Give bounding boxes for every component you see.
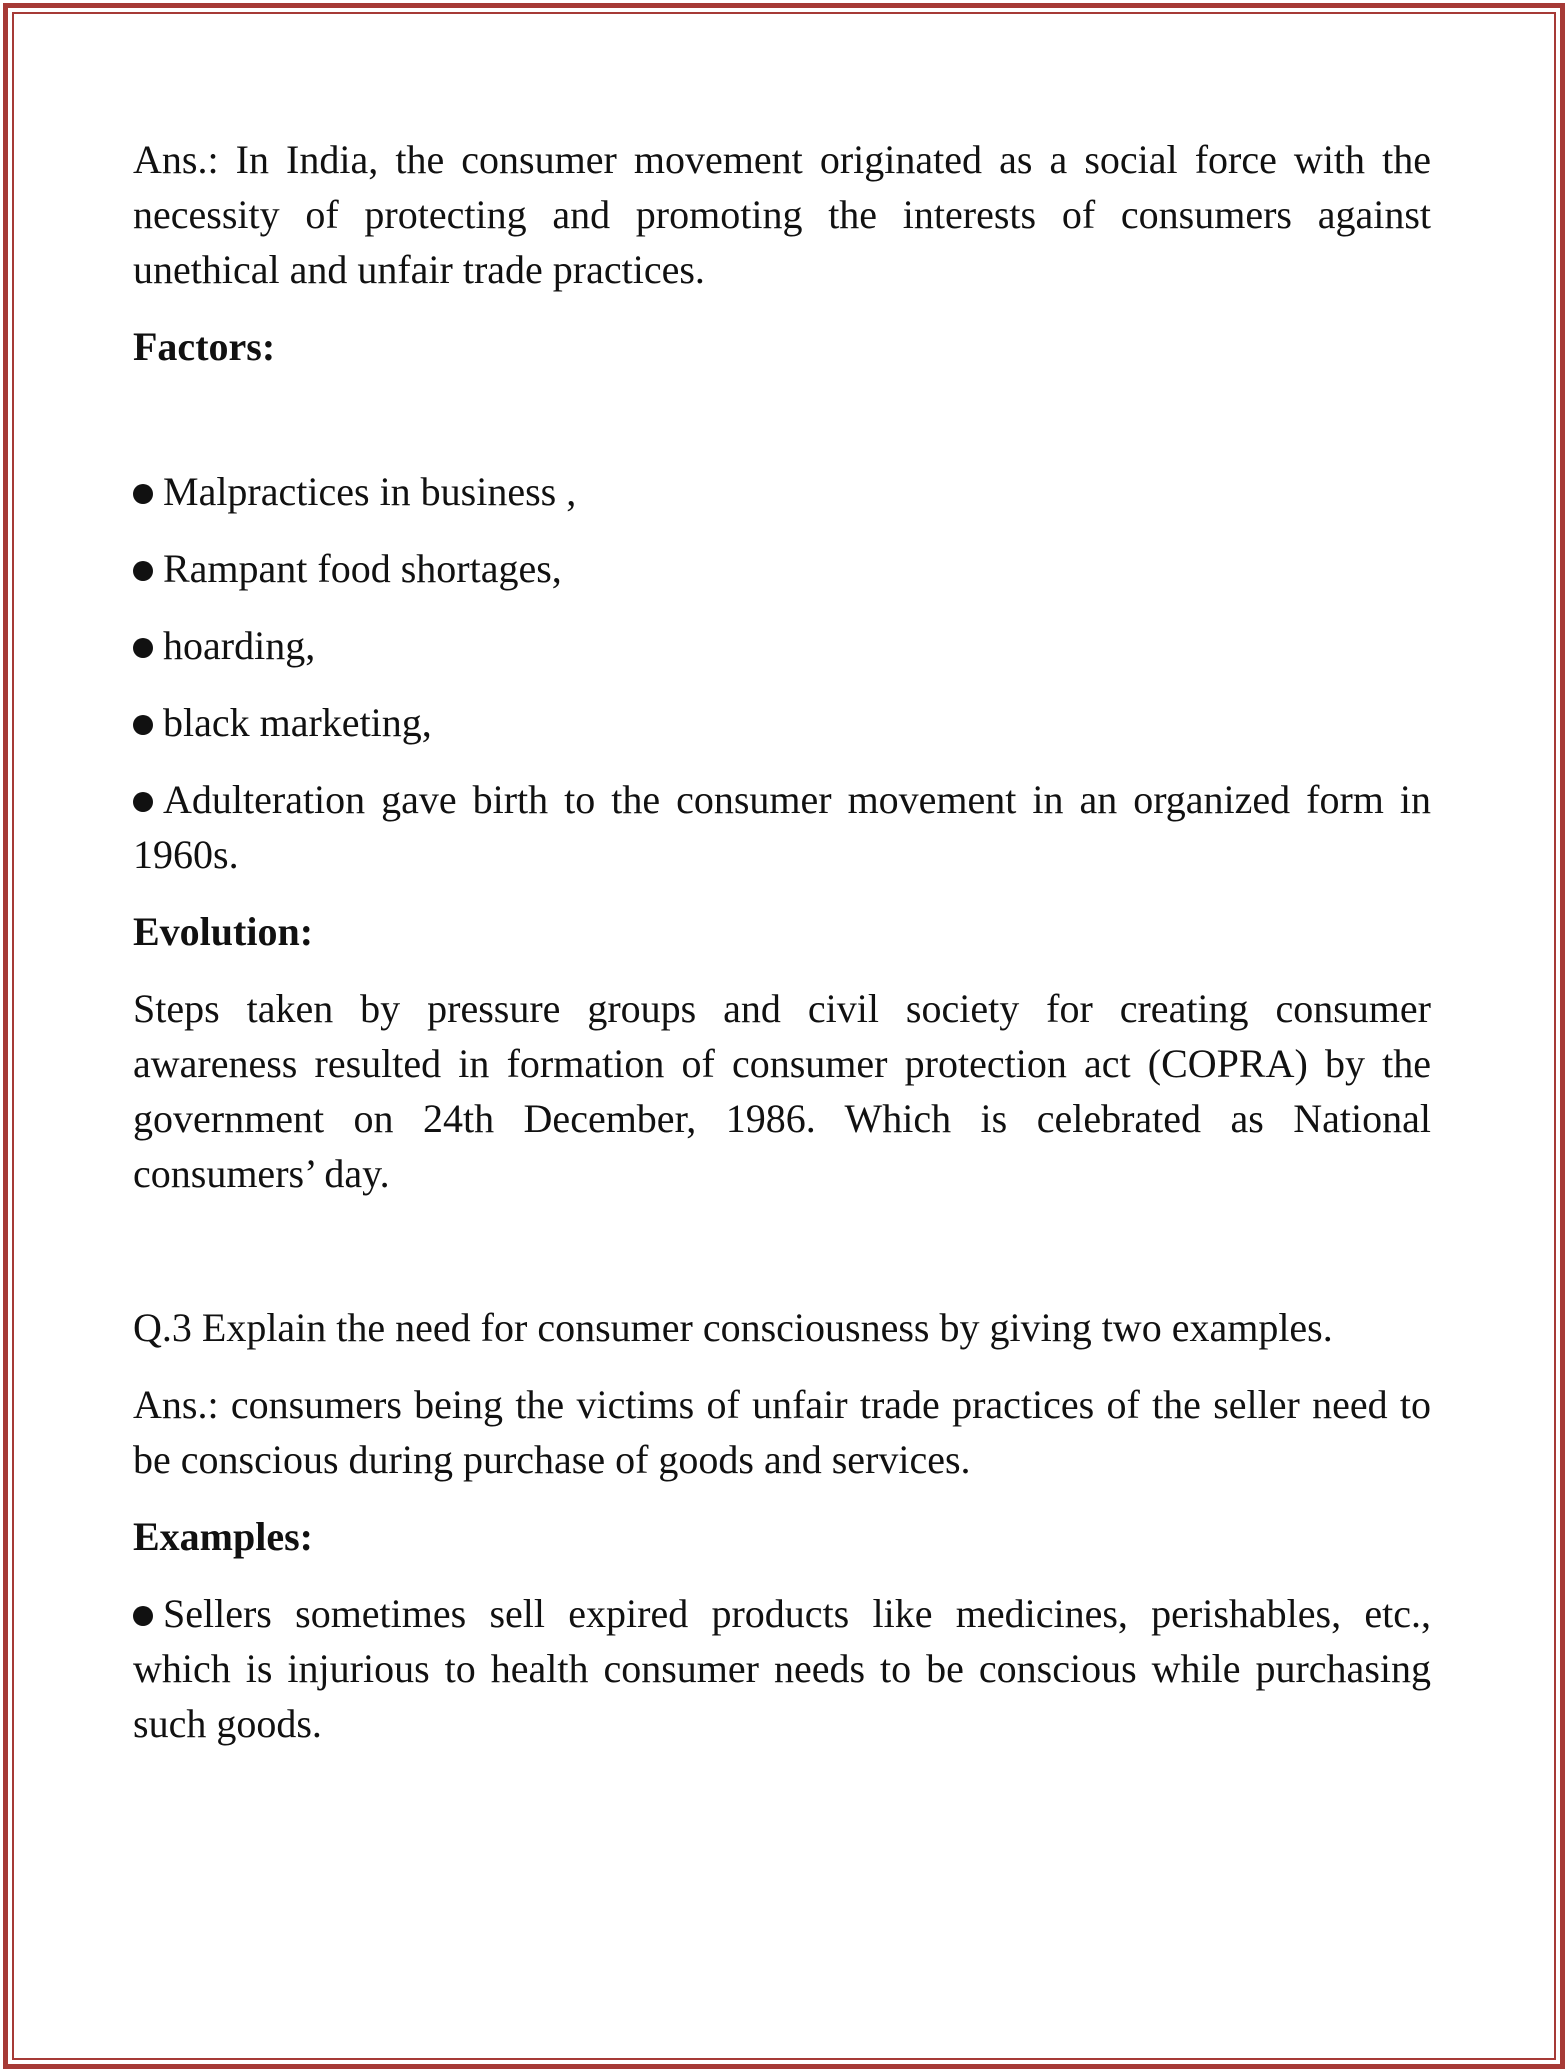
factor-item-text: black marketing, — [163, 700, 432, 745]
examples-heading: Examples: — [133, 1514, 313, 1559]
evolution-heading: Evolution: — [133, 909, 314, 954]
factor-item-text: Adulteration gave birth to the consumer movement in an organized form in 1960s. — [133, 777, 1431, 877]
evolution-text: Steps taken by pressure groups and civil society for creating consumer awareness resulted in formation of consumer protection act (COPRA) by the government on 24th December, 1986. Which is celebrated as National consumers’ day. — [133, 986, 1431, 1196]
bullet-icon — [133, 792, 153, 812]
bullet-icon — [133, 715, 153, 735]
example-item — [133, 1586, 1431, 1751]
factor-item — [133, 772, 1431, 882]
factor-item — [133, 464, 1431, 519]
bullet-icon — [133, 561, 153, 581]
bullet-icon — [133, 484, 153, 504]
answer-1-text: Ans.: In India, the consumer movement originated as a social force with the necessity of protecting and promoting the interests of consumers against unethical and unfair trade practices. — [133, 137, 1431, 292]
question-3-text: Q.3 Explain the need for consumer consciousness by giving two examples. — [133, 1305, 1333, 1350]
factor-item-text: Malpractices in business , — [163, 469, 577, 514]
answer-3-text: Ans.: consumers being the victims of unfair trade practices of the seller need to be conscious during purchase of goods and services. — [133, 1382, 1431, 1482]
factor-item-text: hoarding, — [163, 623, 316, 668]
factor-item-text: Rampant food shortages, — [163, 546, 562, 591]
factor-item — [133, 541, 1431, 596]
factors-heading: Factors: — [133, 324, 276, 369]
bullet-icon — [133, 638, 153, 658]
document-body — [133, 132, 1431, 1751]
factors-list — [133, 464, 1431, 882]
factor-item — [133, 695, 1431, 750]
bullet-icon — [133, 1606, 153, 1626]
factor-item — [133, 618, 1431, 673]
example-item-text: Sellers sometimes sell expired products like medicines, perishables, etc., which is injurious to health consumer needs to be conscious while purchasing such goods. — [133, 1591, 1431, 1746]
